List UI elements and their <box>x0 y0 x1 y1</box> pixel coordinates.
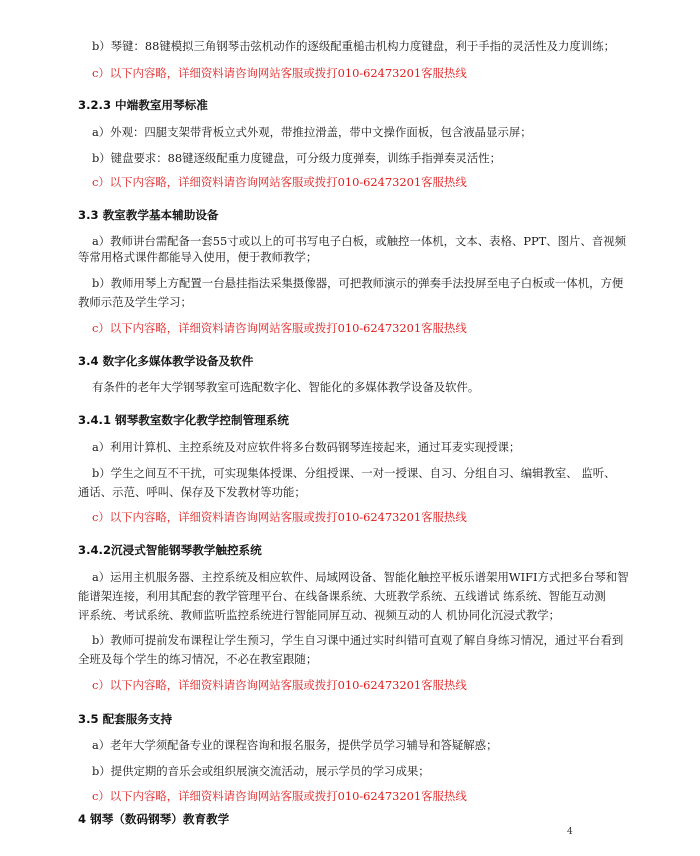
paragraph-line: 有条件的老年大学钢琴教室可选配数字化、智能化的多媒体教学设备及软件。 <box>92 380 480 394</box>
contact-notice: c）以下内容略，详细资料请咨询网站客服或拨打010-62473201客服热线 <box>92 678 467 692</box>
page-number: 4 <box>567 827 573 837</box>
contact-notice: c）以下内容略，详细资料请咨询网站客服或拨打010-62473201客服热线 <box>92 789 467 803</box>
section-heading: 3.4.2沉浸式智能钢琴教学触控系统 <box>78 543 262 557</box>
section-heading: 3.3 教室教学基本辅助设备 <box>78 208 219 222</box>
paragraph-line: 等常用格式课件都能导入使用，便于教师教学； <box>78 250 318 264</box>
paragraph-line: b）琴键：88键模拟三角钢琴击弦机动作的逐级配重槌击机构力度键盘，利于手指的灵活性及力度训练； <box>92 39 615 53</box>
paragraph-line: a）教师讲台需配备一套55寸或以上的可书写电子白板，或触控一体机，文本、表格、PPT、图片、音视频 <box>92 234 627 248</box>
contact-notice: c）以下内容略，详细资料请咨询网站客服或拨打010-62473201客服热线 <box>92 66 467 80</box>
paragraph-line: 全班及每个学生的练习情况，不必在教室跟随； <box>78 652 318 666</box>
paragraph-line: b）学生之间互不干扰，可实现集体授课、分组授课、一对一授课、自习、分组自习、编辑教室、 监听、 <box>92 466 616 480</box>
paragraph-line: 教师示范及学生学习； <box>78 295 192 309</box>
paragraph-line: b）教师用琴上方配置一台悬挂指法采集摄像器，可把教师演示的弹奏手法投屏至电子白板或一体机，方便 <box>92 276 624 290</box>
paragraph-line: a）老年大学须配备专业的课程咨询和报名服务，提供学员学习辅导和答疑解惑； <box>92 738 498 752</box>
contact-notice: c）以下内容略，详细资料请咨询网站客服或拨打010-62473201客服热线 <box>92 175 467 189</box>
paragraph-line: a）利用计算机、主控系统及对应软件将多台数码钢琴连接起来，通过耳麦实现授课； <box>92 440 521 454</box>
paragraph-line: 能谱架连接，利用其配套的教学管理平台、在线备课系统、大班教学系统、五线谱试 练系统、智能互动测 <box>78 589 606 603</box>
section-heading: 3.4 数字化多媒体教学设备及软件 <box>78 354 254 368</box>
section-heading: 3.5 配套服务支持 <box>78 712 173 726</box>
chapter-heading: 4 钢琴（数码钢琴）教育教学 <box>78 812 230 826</box>
section-heading: 3.4.1 钢琴教室数字化教学控制管理系统 <box>78 413 289 427</box>
contact-notice: c）以下内容略，详细资料请咨询网站客服或拨打010-62473201客服热线 <box>92 510 467 524</box>
paragraph-line: b）键盘要求：88键逐级配重力度键盘，可分级力度弹奏，训练手指弹奏灵活性； <box>92 151 502 165</box>
paragraph-line: 通话、示范、呼叫、保存及下发教材等功能； <box>78 485 306 499</box>
paragraph-line: a）运用主机服务器、主控系统及相应软件、局域网设备、智能化触控平板乐谱架用WIFI方式把多台琴和智 <box>92 570 629 584</box>
paragraph-line: b）教师可提前发布课程让学生预习，学生自习课中通过实时纠错可直观了解自身练习情况，通过平台看到 <box>92 633 624 647</box>
paragraph-line: a）外观：四腿支架带背板立式外观，带推拉滑盖，带中文操作面板，包含液晶显示屏； <box>92 125 532 139</box>
section-heading: 3.2.3 中端教室用琴标准 <box>78 98 208 112</box>
contact-notice: c）以下内容略，详细资料请咨询网站客服或拨打010-62473201客服热线 <box>92 321 467 335</box>
paragraph-line: b）提供定期的音乐会或组织展演交流活动，展示学员的学习成果； <box>92 764 430 778</box>
paragraph-line: 评系统、考试系统、教师监听监控系统进行智能同屏互动、视频互动的人 机协同化沉浸式教学； <box>78 608 561 622</box>
